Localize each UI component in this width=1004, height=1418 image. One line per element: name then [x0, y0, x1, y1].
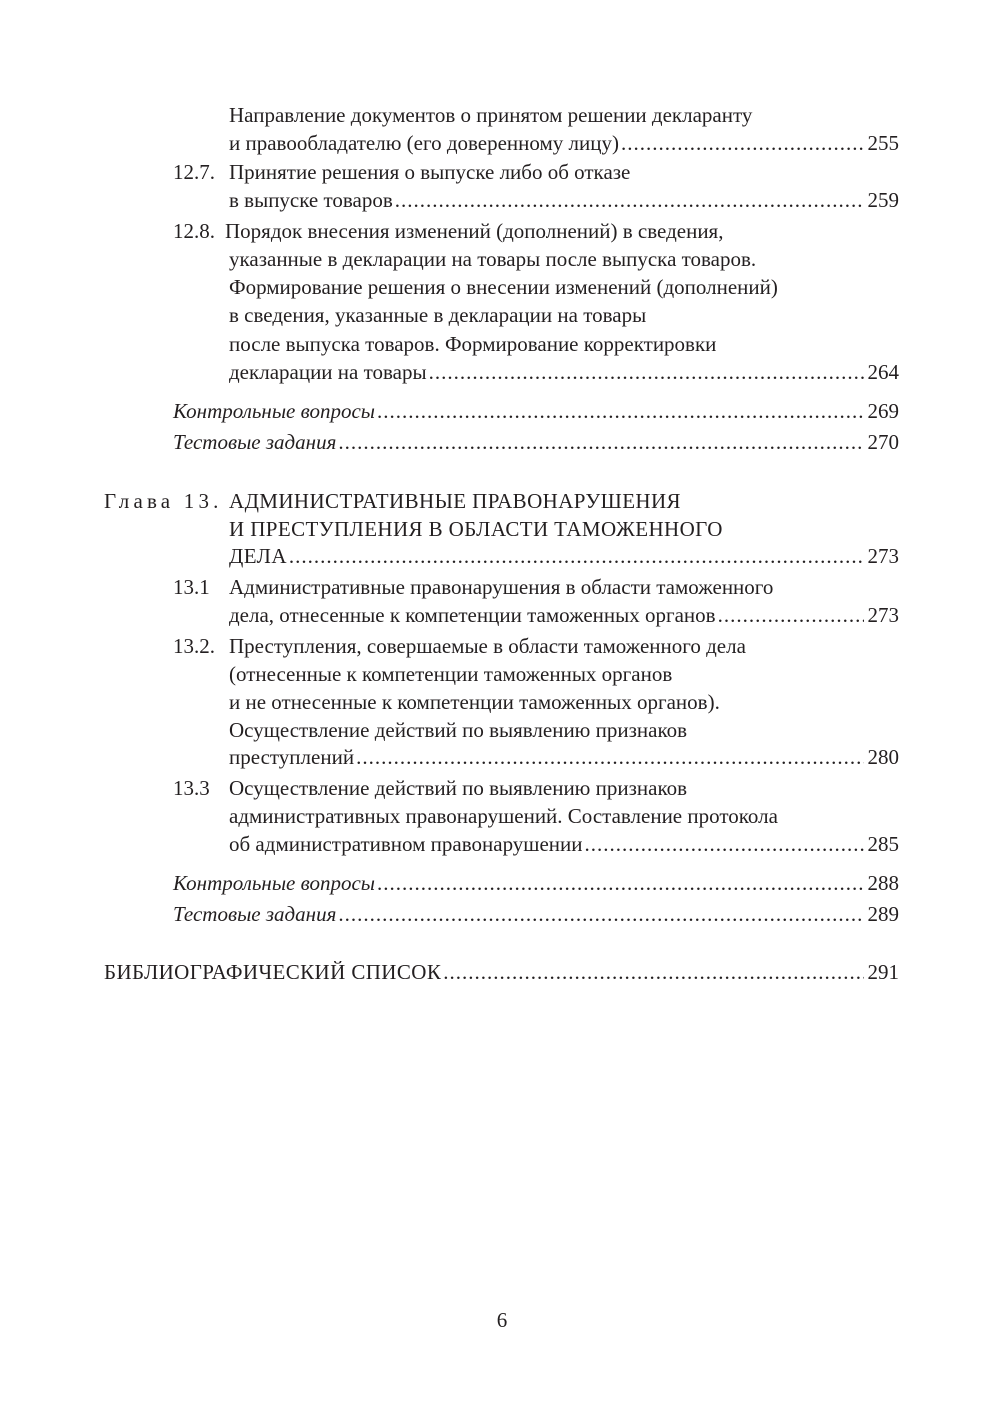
- toc-page-number: 255: [867, 131, 899, 155]
- section-number: 13.2.: [173, 634, 215, 658]
- chapter-title: ДЕЛА: [229, 544, 287, 568]
- toc-entry-text: Административные правонарушения в области таможенного: [229, 575, 774, 599]
- toc-entry-text: Порядок внесения изменений (дополнений) в сведения,: [225, 219, 724, 243]
- toc-entry-text: Контрольные вопросы: [173, 399, 376, 423]
- toc-entry-row[interactable]: [173, 397, 899, 425]
- toc-entry-row[interactable]: [229, 601, 899, 629]
- dot-leader: [621, 129, 864, 157]
- toc-entry-text: Тестовые задания: [173, 430, 337, 454]
- toc-entry-text: административных правонарушений. Составление протокола: [229, 804, 778, 828]
- dot-leader: [377, 869, 863, 897]
- toc-entry-text: Преступления, совершаемые в области таможенного дела: [229, 634, 746, 658]
- toc-entry-row[interactable]: [104, 958, 899, 986]
- chapter-title: АДМИНИСТРАТИВНЫЕ ПРАВОНАРУШЕНИЯ: [229, 489, 681, 513]
- toc-page-number: 270: [867, 430, 899, 454]
- toc-entry-text: Контрольные вопросы: [173, 871, 376, 895]
- dot-leader: [443, 958, 863, 986]
- toc-entry-text: Осуществление действий по выявлению признаков: [229, 776, 688, 800]
- toc-entry-text: Формирование решения о внесении изменений (дополнений): [229, 275, 778, 299]
- dot-leader: [585, 830, 864, 858]
- dot-leader: [429, 358, 864, 386]
- toc-entry-text: Тестовые задания: [173, 902, 337, 926]
- bibliography-title: БИБЛИОГРАФИЧЕСКИЙ СПИСОК: [104, 960, 442, 984]
- toc-entry-row[interactable]: [173, 869, 899, 897]
- toc-entry-row[interactable]: [229, 542, 899, 570]
- toc-page-number: 259: [867, 188, 899, 212]
- toc-entry-text: в сведения, указанные в декларации на товары: [229, 303, 647, 327]
- dot-leader: [289, 542, 864, 570]
- toc-entry-row[interactable]: [229, 129, 899, 157]
- toc-page-number: 264: [867, 360, 899, 384]
- toc-entry-row[interactable]: [229, 358, 899, 386]
- toc-entry-text: и не отнесенные к компетенции таможенных органов).: [229, 690, 720, 714]
- dot-leader: [395, 186, 864, 214]
- toc-entry-text: Принятие решения о выпуске либо об отказе: [229, 160, 631, 184]
- dot-leader: [356, 743, 863, 771]
- toc-entry-row[interactable]: [229, 186, 899, 214]
- toc-entry-text: декларации на товары: [229, 360, 427, 384]
- dot-leader: [718, 601, 864, 629]
- toc-entry-row[interactable]: [173, 428, 899, 456]
- toc-page-number: 289: [867, 902, 899, 926]
- section-number: 12.7.: [173, 160, 215, 184]
- toc-entry-row[interactable]: [173, 900, 899, 928]
- dot-leader: [338, 900, 863, 928]
- toc-entry-text: (отнесенные к компетенции таможенных органов: [229, 662, 673, 686]
- chapter-title: И ПРЕСТУПЛЕНИЯ В ОБЛАСТИ ТАМОЖЕННОГО: [229, 517, 723, 541]
- toc-page-number: 288: [867, 871, 899, 895]
- section-number: 13.1: [173, 575, 210, 599]
- toc-entry-text: дела, отнесенные к компетенции таможенных органов: [229, 603, 716, 627]
- chapter-label: Глава 13.: [104, 489, 223, 513]
- toc-entry-text: преступлений: [229, 745, 355, 769]
- toc-entry-text: Направление документов о принятом решении декларанту: [229, 103, 753, 127]
- dot-leader: [377, 397, 863, 425]
- toc-entry-text: после выпуска товаров. Формирование корректировки: [229, 332, 717, 356]
- toc-entry-row[interactable]: [229, 743, 899, 771]
- toc-page-number: 273: [867, 603, 899, 627]
- dot-leader: [338, 428, 863, 456]
- toc-page-number: 291: [867, 960, 899, 984]
- page-number: 6: [496, 1308, 508, 1332]
- toc-page-number: 269: [867, 399, 899, 423]
- toc-entry-row[interactable]: [229, 830, 899, 858]
- toc-entry-text: в выпуске товаров: [229, 188, 393, 212]
- toc-page-number: 280: [867, 745, 899, 769]
- toc-entry-text: Осуществление действий по выявлению признаков: [229, 718, 688, 742]
- toc-entry-text: и правообладателю (его доверенному лицу): [229, 131, 619, 155]
- toc-entry-text: об административном правонарушении: [229, 832, 583, 856]
- toc-page-number: 285: [867, 832, 899, 856]
- toc-page-number: 273: [867, 544, 899, 568]
- section-number: 13.3: [173, 776, 210, 800]
- section-number: 12.8.: [173, 219, 215, 243]
- toc-entry-text: указанные в декларации на товары после выпуска товаров.: [229, 247, 757, 271]
